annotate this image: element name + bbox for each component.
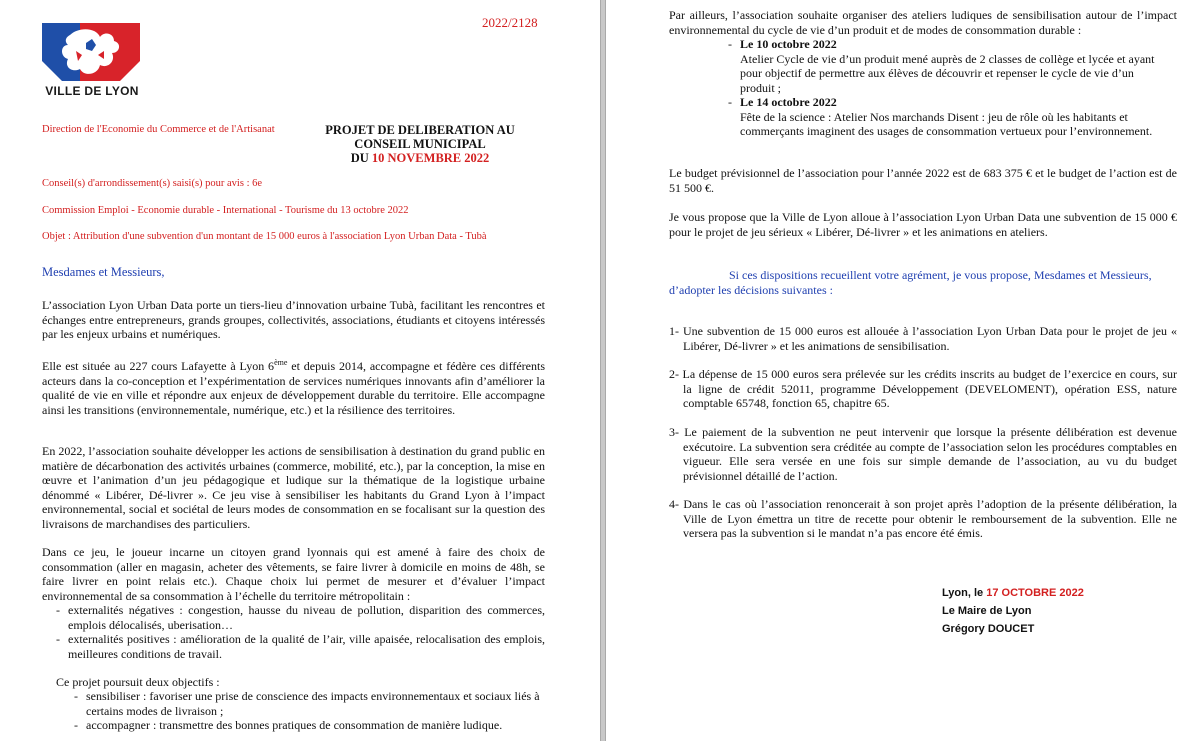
list-item: - externalités positives : amélioration de la qualité de l’air, ville apaisée, relocalisation des emplois, meilleures conditions de travail. bbox=[68, 632, 545, 661]
signature-place: Lyon, le bbox=[942, 587, 984, 599]
paragraph-ateliers: Par ailleurs, l’association souhaite organiser des ateliers ludiques de sensibilisation autour de l’impact environnemental du cycle de vie d’un produit et de modes de consommation durable : bbox=[669, 8, 1177, 37]
objet-line bbox=[42, 230, 582, 243]
ateliers-list bbox=[724, 37, 1164, 139]
decision-3: 3- Le paiement de la subvention ne peut intervenir que lorsque la présente délibération est devenue exécutoire. La subvention sera créditée au compte de l’association selon les procédures comptables en vigueur. Elle sera versée en une fois sur simple demande de l’association, au vu du budget prévisionnel détaillé de l’action. bbox=[669, 425, 1177, 483]
decision-1: 1- Une subvention de 15 000 euros est allouée à l’association Lyon Urban Data pour le projet de jeu « Libérer, Dé-livrer » et les animations de sensibilisation. bbox=[669, 324, 1177, 353]
objet-text: : Attribution d'une subvention d'un montant de 15 000 euros à l'association Lyon Urban Data - Tubà bbox=[67, 231, 487, 242]
title-date: 10 NOVEMBRE 2022 bbox=[371, 151, 490, 165]
paragraph-dispositions bbox=[669, 268, 1189, 297]
decision-4: 4- Dans le cas où l’association renoncerait à son projet après l’adoption de la présente délibération, la Ville de Lyon émettra un titre de recette pour obtenir le remboursement de la subvention. Elle ne versera pas la subvention si le mandat n’a pas encore été émis. bbox=[669, 497, 1177, 540]
paragraph-2-start: Elle est située au 227 cours Lafayette à Lyon 6 bbox=[42, 359, 275, 373]
paragraph-4: Dans ce jeu, le joueur incarne un citoyen grand lyonnais qui est amené à faire des choix de consommation (aller en magasin, acheter des vêtements, se faire livrer à domicile en moins de 48h, se faire livrer en point relais etc.). Chaque choix lui permet de mesurer et d’évaluer l’impact environnemental de sa consommation à l’échelle du territoire métropolitain : bbox=[42, 545, 545, 603]
list-item: - externalités négatives : congestion, hausse du niveau de pollution, disparition des commerces, emplois délocalisés, uberisation… bbox=[68, 603, 545, 632]
objectifs-list bbox=[70, 689, 550, 733]
direction-label: Direction de l'Economie du Commerce et de l'Artisanat bbox=[42, 124, 275, 135]
objectifs-intro: Ce projet poursuit deux objectifs : bbox=[56, 675, 220, 689]
decision-2: 2- La dépense de 15 000 euros sera prélevée sur les crédits inscrits au budget de l’exercice en cours, sur la ligne de crédit 52011, programme Développement (DEVELOMENT), opération ESS, nature comptable 65748, fonction 65, chapitre 65. bbox=[669, 367, 1177, 410]
list-item: - accompagner : transmettre des bonnes pratiques de consommation de manière ludique. bbox=[86, 718, 550, 733]
atelier-text-2: Fête de la science : Atelier Nos marchands Disent : jeu de rôle où les habitants et commerçants imaginent des usages de consommation vertueux pour l’environnement. bbox=[740, 109, 1153, 138]
title-line-1: PROJET DE DELIBERATION AU bbox=[325, 123, 515, 137]
dispositions-line-1: Si ces dispositions recueillent votre agrément, je vous propose, Mesdames et Messieurs, bbox=[729, 268, 1152, 282]
paragraph-1: L’association Lyon Urban Data porte un tiers-lieu d’innovation urbaine Tubà, facilitant les rencontres et échanges entre entrepreneurs, grands groupes, collectivités, associations, étudiants et citoyens intéressés par les enjeux urbains et numériques. bbox=[42, 298, 545, 341]
paragraph-proposal: Je vous propose que la Ville de Lyon alloue à l’association Lyon Urban Data une subvention de 15 000 € pour le projet de jeu sérieux « Libérer, Dé-livrer » et les animations en ateliers. bbox=[669, 210, 1177, 239]
signature-name: Grégory DOUCET bbox=[942, 623, 1035, 635]
atelier-date-1: - Le 10 octobre 2022 bbox=[740, 37, 837, 51]
paragraph-2 bbox=[42, 356, 545, 417]
title-du: DU bbox=[350, 151, 369, 165]
title-line-3 bbox=[300, 151, 540, 165]
atelier-text-1: Atelier Cycle de vie d’un produit mené auprès de 2 classes de collège et lycée et ayant pour objectif de permettre aux élèves de découvrir et repenser le cycle de vie d’un produit ; bbox=[740, 51, 1155, 95]
title-line-2: CONSEIL MUNICIPAL bbox=[354, 137, 486, 151]
list-item: - sensibiliser : favoriser une prise de conscience des impacts environnementaux et sociaux liés à certains modes de livraison ; bbox=[86, 689, 550, 718]
objet-label: Objet bbox=[42, 231, 66, 242]
dispositions-line-2: d’adopter les décisions suivantes : bbox=[669, 282, 833, 297]
signature-place-date bbox=[942, 584, 1182, 602]
commission-line: Commission Emploi - Economie durable - International - Tourisme du 13 octobre 2022 bbox=[42, 205, 409, 216]
paragraph-2-sup: ème bbox=[274, 358, 288, 367]
conseils-line: Conseil(s) d'arrondissement(s) saisi(s) pour avis : 6e bbox=[42, 178, 263, 189]
logo-text: VILLE DE LYON bbox=[45, 84, 139, 98]
signature-role: Le Maire de Lyon bbox=[942, 605, 1032, 617]
reference-number: 2022/2128 bbox=[482, 15, 538, 30]
document-page-right bbox=[606, 0, 1200, 741]
list-item bbox=[740, 95, 1164, 139]
salutation: Mesdames et Messieurs, bbox=[42, 265, 165, 279]
paragraph-budget: Le budget prévisionnel de l’association pour l’année 2022 est de 683 375 € et le budget de l’action est de 51 500 €. bbox=[669, 166, 1177, 195]
paragraph-2-rest: et depuis 2014, accompagne et fédère ces différents acteurs dans la co-conception et l’expérimentation de services numériques innovants afin d’améliorer la qualité de vie en ville et répondre aux enjeux de développement durable du territoire. Elle accompagne ainsi les transitions (environnementale, numérique, etc.) et la résilience des territoires. bbox=[42, 359, 545, 417]
document-title bbox=[300, 123, 540, 165]
atelier-date-2: - Le 14 octobre 2022 bbox=[740, 95, 837, 109]
signature-date: 17 OCTOBRE 2022 bbox=[986, 587, 1084, 599]
list-item bbox=[740, 37, 1164, 95]
externalities-list bbox=[52, 603, 545, 661]
signature-block bbox=[942, 584, 1182, 638]
paragraph-3: En 2022, l’association souhaite développer les actions de sensibilisation à destination du grand public en matière de décarbonation des activités urbaines (commerce, mobilité, etc.), par la conception, la mise en œuvre et l’animation d’un jeu pédagogique et ludique sur la thématique de la logistique urbaine dénommé « Libérer, Dé-livrer ». Ce jeu vise à sensibiliser les habitants du Grand Lyon à l’impact environnemental, social et sociétal de leurs modes de consommation en se focalisant sur la question des livraisons de marchandises des particuliers. bbox=[42, 444, 545, 531]
